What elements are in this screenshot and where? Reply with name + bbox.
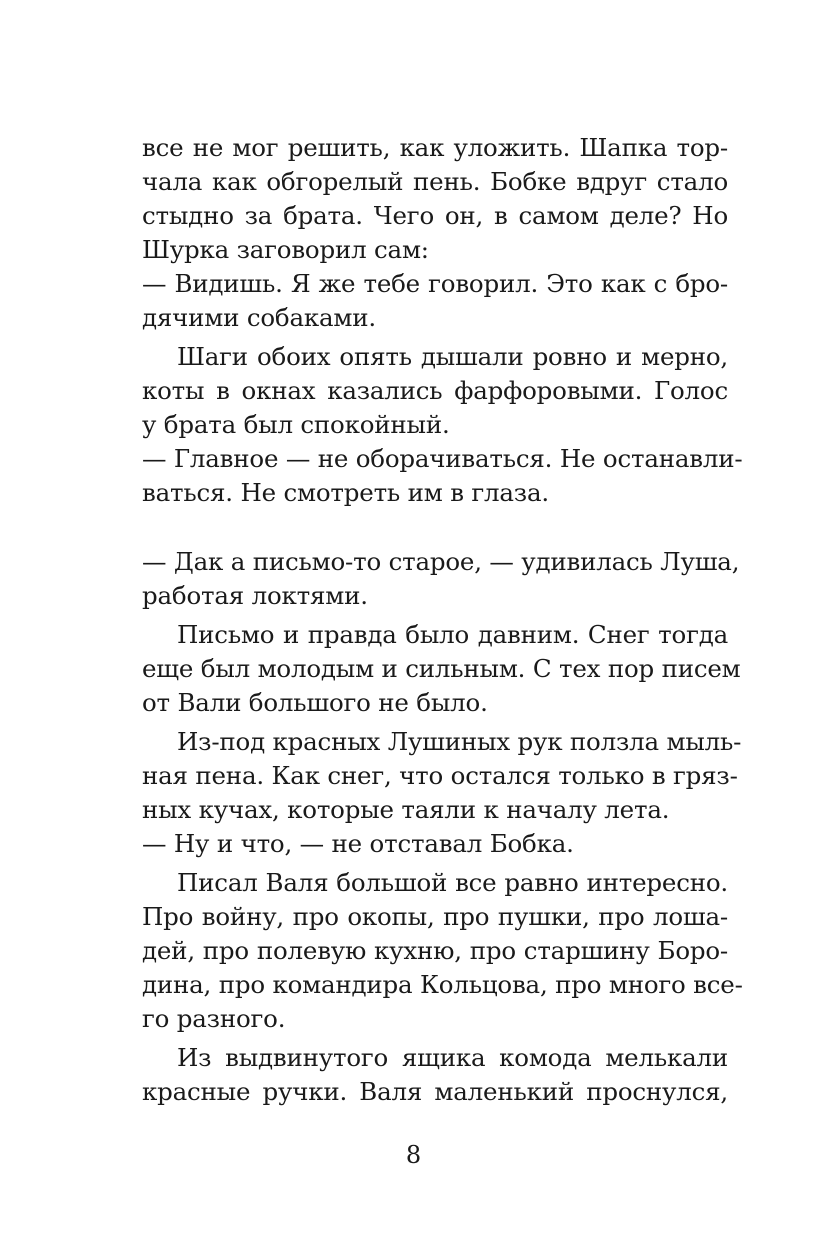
dialogue-paragraph: [142, 827, 728, 861]
text-line: дячими собаками.: [142, 303, 376, 332]
paragraph: [142, 340, 728, 442]
text-section-1: [142, 131, 743, 510]
paragraph: [142, 725, 742, 827]
text-line: го разного.: [142, 1004, 286, 1033]
paragraph: [142, 131, 728, 267]
dialogue-paragraph: [142, 545, 740, 613]
text-line: у брата был спокойный.: [142, 410, 450, 439]
text-line: дина, про командира Кольцова, про много все-: [142, 970, 743, 999]
text-line: чала как обгорелый пень. Бобке вдруг стало: [142, 167, 728, 196]
text-line: ных кучах, которые таяли к началу лета.: [142, 795, 670, 824]
paragraph: [142, 1041, 728, 1109]
text-line: — Главное — не оборачиваться. Не останавли-: [142, 444, 743, 473]
text-section-2: [142, 545, 743, 1109]
dialogue-paragraph: [142, 442, 743, 510]
text-line: от Вали большого не было.: [142, 688, 488, 717]
text-line: Из-под красных Лушиных рук ползла мыль-: [177, 727, 742, 756]
text-line: Писал Валя большой все равно интересно.: [177, 868, 728, 897]
text-line: ваться. Не смотреть им в глаза.: [142, 478, 549, 507]
text-line: Шурка заговорил сам:: [142, 235, 429, 264]
text-line: еще был молодым и сильным. С тех пор писем: [142, 654, 741, 683]
text-line: стыдно за брата. Чего он, в самом деле? Но: [142, 201, 728, 230]
text-line: — Дак а письмо-то старое, — удивилась Луша,: [142, 547, 740, 576]
text-line: — Ну и что, — не отставал Бобка.: [142, 829, 574, 858]
text-line: Письмо и правда было давним. Снег тогда: [177, 620, 728, 649]
text-line: коты в окнах казались фарфоровыми. Голос: [142, 376, 728, 405]
page-number: 8: [405, 1141, 422, 1169]
paragraph: [142, 866, 743, 1036]
text-line: все не мог решить, как уложить. Шапка тор-: [142, 133, 728, 162]
text-line: Про войну, про окопы, про пушки, про лоша-: [142, 902, 728, 931]
text-line: ная пена. Как снег, что остался только в гряз-: [142, 761, 738, 790]
text-line: работая локтями.: [142, 581, 368, 610]
text-line: — Видишь. Я же тебе говорил. Это как с бро-: [142, 269, 728, 298]
text-line: дей, про полевую кухню, про старшину Боро-: [142, 936, 728, 965]
text-line: красные ручки. Валя маленький проснулся,: [142, 1077, 728, 1106]
dialogue-paragraph: [142, 267, 728, 335]
paragraph: [142, 618, 741, 720]
text-line: Из выдвинутого ящика комода мелькали: [177, 1043, 728, 1072]
text-line: Шаги обоих опять дышали ровно и мерно,: [177, 342, 728, 371]
